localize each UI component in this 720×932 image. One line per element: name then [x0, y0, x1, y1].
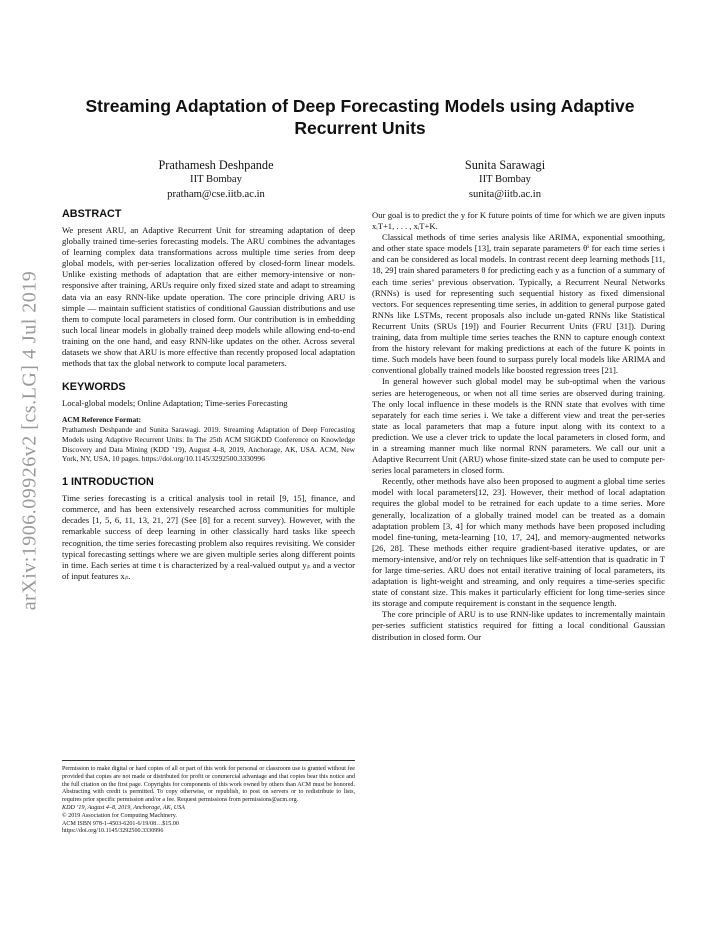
keywords-heading: KEYWORDS: [62, 381, 126, 394]
author-name: Sunita Sarawagi: [464, 158, 546, 172]
introduction-heading: 1 INTRODUCTION: [62, 476, 154, 489]
introduction-paragraph: Time series forecasting is a critical analysis tool in retail [9, 15], finance, and commerce, and has been extensively researched across communities for multiple decades [1, 5, 6, 11, 13, 21, 27] (See [8] for a recent survey). However, with the remarkable success of deep learning in other classically hard tasks like speech recognition, the time series forecasting problem also requires revisiting. We consider typical forecasting settings where we are given multiple series along different points in time. Each series at time t is characterized by a real-valued output yᵢₜ and a vector of input features xᵢₜ.: [62, 493, 355, 581]
keywords-text: Local-global models; Online Adaptation; Time-series Forecasting: [62, 398, 288, 409]
copyright-line: © 2019 Association for Computing Machinery.: [62, 812, 177, 819]
permission-text: Permission to make digital or hard copies of all or part of this work for personal or classroom use is granted without fee provided that copies are not made or distributed for profit or commercial advantage and that copies bear this notice and the full citation on the first page. Copyrights for components of this work owned by others than ACM must be honored. Abstracting with credit is permitted. To copy otherwise, or republish, to post on servers or to redistribute to lists, requires prior specific permission and/or a fee. Request permissions from permissions@acm.org.: [62, 766, 355, 804]
author-affiliation: IIT Bombay: [479, 174, 531, 185]
paper-title: Streaming Adaptation of Deep Forecasting Models using Adaptive Recurrent Units: [85, 96, 635, 138]
right-column: [372, 210, 665, 643]
abstract-text: We present ARU, an Adaptive Recurrent Unit for streaming adaptation of deep globally trained time-series forecasting models. The ARU combines the advantages of learning complex data transformations across multiple time series from deep global models, with per-series localization offered by closed-form linear models. Unlike existing methods of adaptation that are either memory-intensive or non-responsive after training, ARUs require only fixed sized state and adapt to streaming data via an easy RNN-like update operation. The core principle driving ARU is simple — maintain sufficient statistics of conditional Gaussian distributions and use them to compute local parameters in closed form. Our contribution is in embedding such local linear models in globally trained deep models while allowing end-to-end training on the one hand, and easy RNN-like updates on the other. Across several datasets we show that ARU is more effective than recently proposed local adaptation methods that tax the global network to compute local parameters.: [62, 225, 355, 369]
isbn-line: ACM ISBN 978-1-4503-6201-6/19/08…$15.00: [62, 820, 179, 827]
author-block: [395, 157, 615, 202]
author-name: Prathamesh Deshpande: [158, 158, 274, 172]
author-affiliation: IIT Bombay: [190, 174, 242, 185]
author-email[interactable]: pratham@cse.iitb.ac.in: [167, 188, 265, 200]
permission-notice: [62, 760, 355, 836]
doi-link[interactable]: https://doi.org/10.1145/3292500.3330996: [62, 828, 164, 835]
author-block: [106, 157, 326, 202]
left-column: [62, 208, 355, 582]
arxiv-stamp: [10, 230, 50, 650]
body-paragraph: In general however such global model may be sub-optimal when the various series are heterogeneous, or when not all time series are observed during training. The only local influence in these models is the RNN state that evolves with time separately for each time series i. We take a different view and treat the per-series state as local parameters that map a future input along with its context to a prediction. We use a clever trick to update the local parameters in closed form, and in a streaming manner much like normal RNN parameters. We call our unit a Adaptive Recurrent Unit (ARU) whose finite-sized state can be used to compute per-series local parameters in closed form.: [372, 376, 665, 476]
conference-line: KDD ’19, August 4–8, 2019, Anchorage, AK, USA: [62, 804, 185, 811]
body-paragraph: The core principle of ARU is to use RNN-like updates to incrementally maintain per-series sufficient statistics required for fitting a local conditional Gaussian distribution in closed form. Our: [372, 609, 665, 642]
arxiv-stamp-text: arXiv:1906.09926v2 [cs.LG] 4 Jul 2019: [18, 270, 41, 610]
acm-reference-text: Prathamesh Deshpande and Sunita Sarawagi. 2019. Streaming Adaptation of Deep Forecasting Models using Adaptive Recurrent Units. In The 25th ACM SIGKDD Conference on Knowledge Discovery and Data Mining (KDD ’19), August 4–8, 2019, Anchorage, AK, USA. ACM, New York, NY, USA, 10 pages. https://doi.org/10.1145/3292500.3330996: [62, 425, 355, 464]
abstract-heading: ABSTRACT: [62, 208, 122, 220]
acm-reference-heading: ACM Reference Format:: [62, 415, 142, 425]
author-email[interactable]: sunita@iitb.ac.in: [468, 188, 542, 200]
body-paragraph: Classical methods of time series analysis like ARIMA, exponential smoothing, and other state space models [13], train separate parameters θⁱ for each time series i and can be considered as local models. In contrast recent deep learning methods [11, 18, 29] train shared parameters θ for predicting each y as a function of a summary of each time series’ previous observation. Typically, a Recurrent Neural Networks (RNNs) is used for representing such sequential history as fixed dimensional vectors. For sequences representing time series, in addition to general purpose gated RNNs like LSTMs, recent proposals also include un-gated RNNs like Statistical Recurrent Units (SRUs [19]) and Fourier Recurrent Units (FRU [31]). During training, data from multiple time series teaches the RNN to capture enough context from the history relevant for making predictions at each of the future K points in time. Such models have been found to surpass purely local models like ARIMA and conventional globally trained models like boosted regression trees [21].: [372, 232, 665, 376]
body-paragraph: Our goal is to predict the y for K future points of time for which we are given inputs xᵢT+1, . . . , xᵢT+K.: [372, 210, 665, 232]
body-paragraph: Recently, other methods have also been proposed to augment a global time series model with local parameters[12, 23]. However, their method of local adaptation requires the global model to be retrained for each update to a time series. More generally, localization of a globally trained model can be treated as a domain adaptation problem [3, 4] for which many methods have been proposed including model fine-tuning, meta-learning [10, 17, 24], and memory-augmented networks [26, 28]. These methods either require gradient-based iterative updates, or are memory-intensive, and/or rely on techniques like self-attention that is quadratic in T for large time-series. ARU does not entail iterative training of local parameters, its adaptation is light-weight and streaming, and only requires a time-series specific state of constant size. This makes it particularly efficient for long time-series since its storage and compute requirement is constant in the sequence length.: [372, 476, 665, 609]
